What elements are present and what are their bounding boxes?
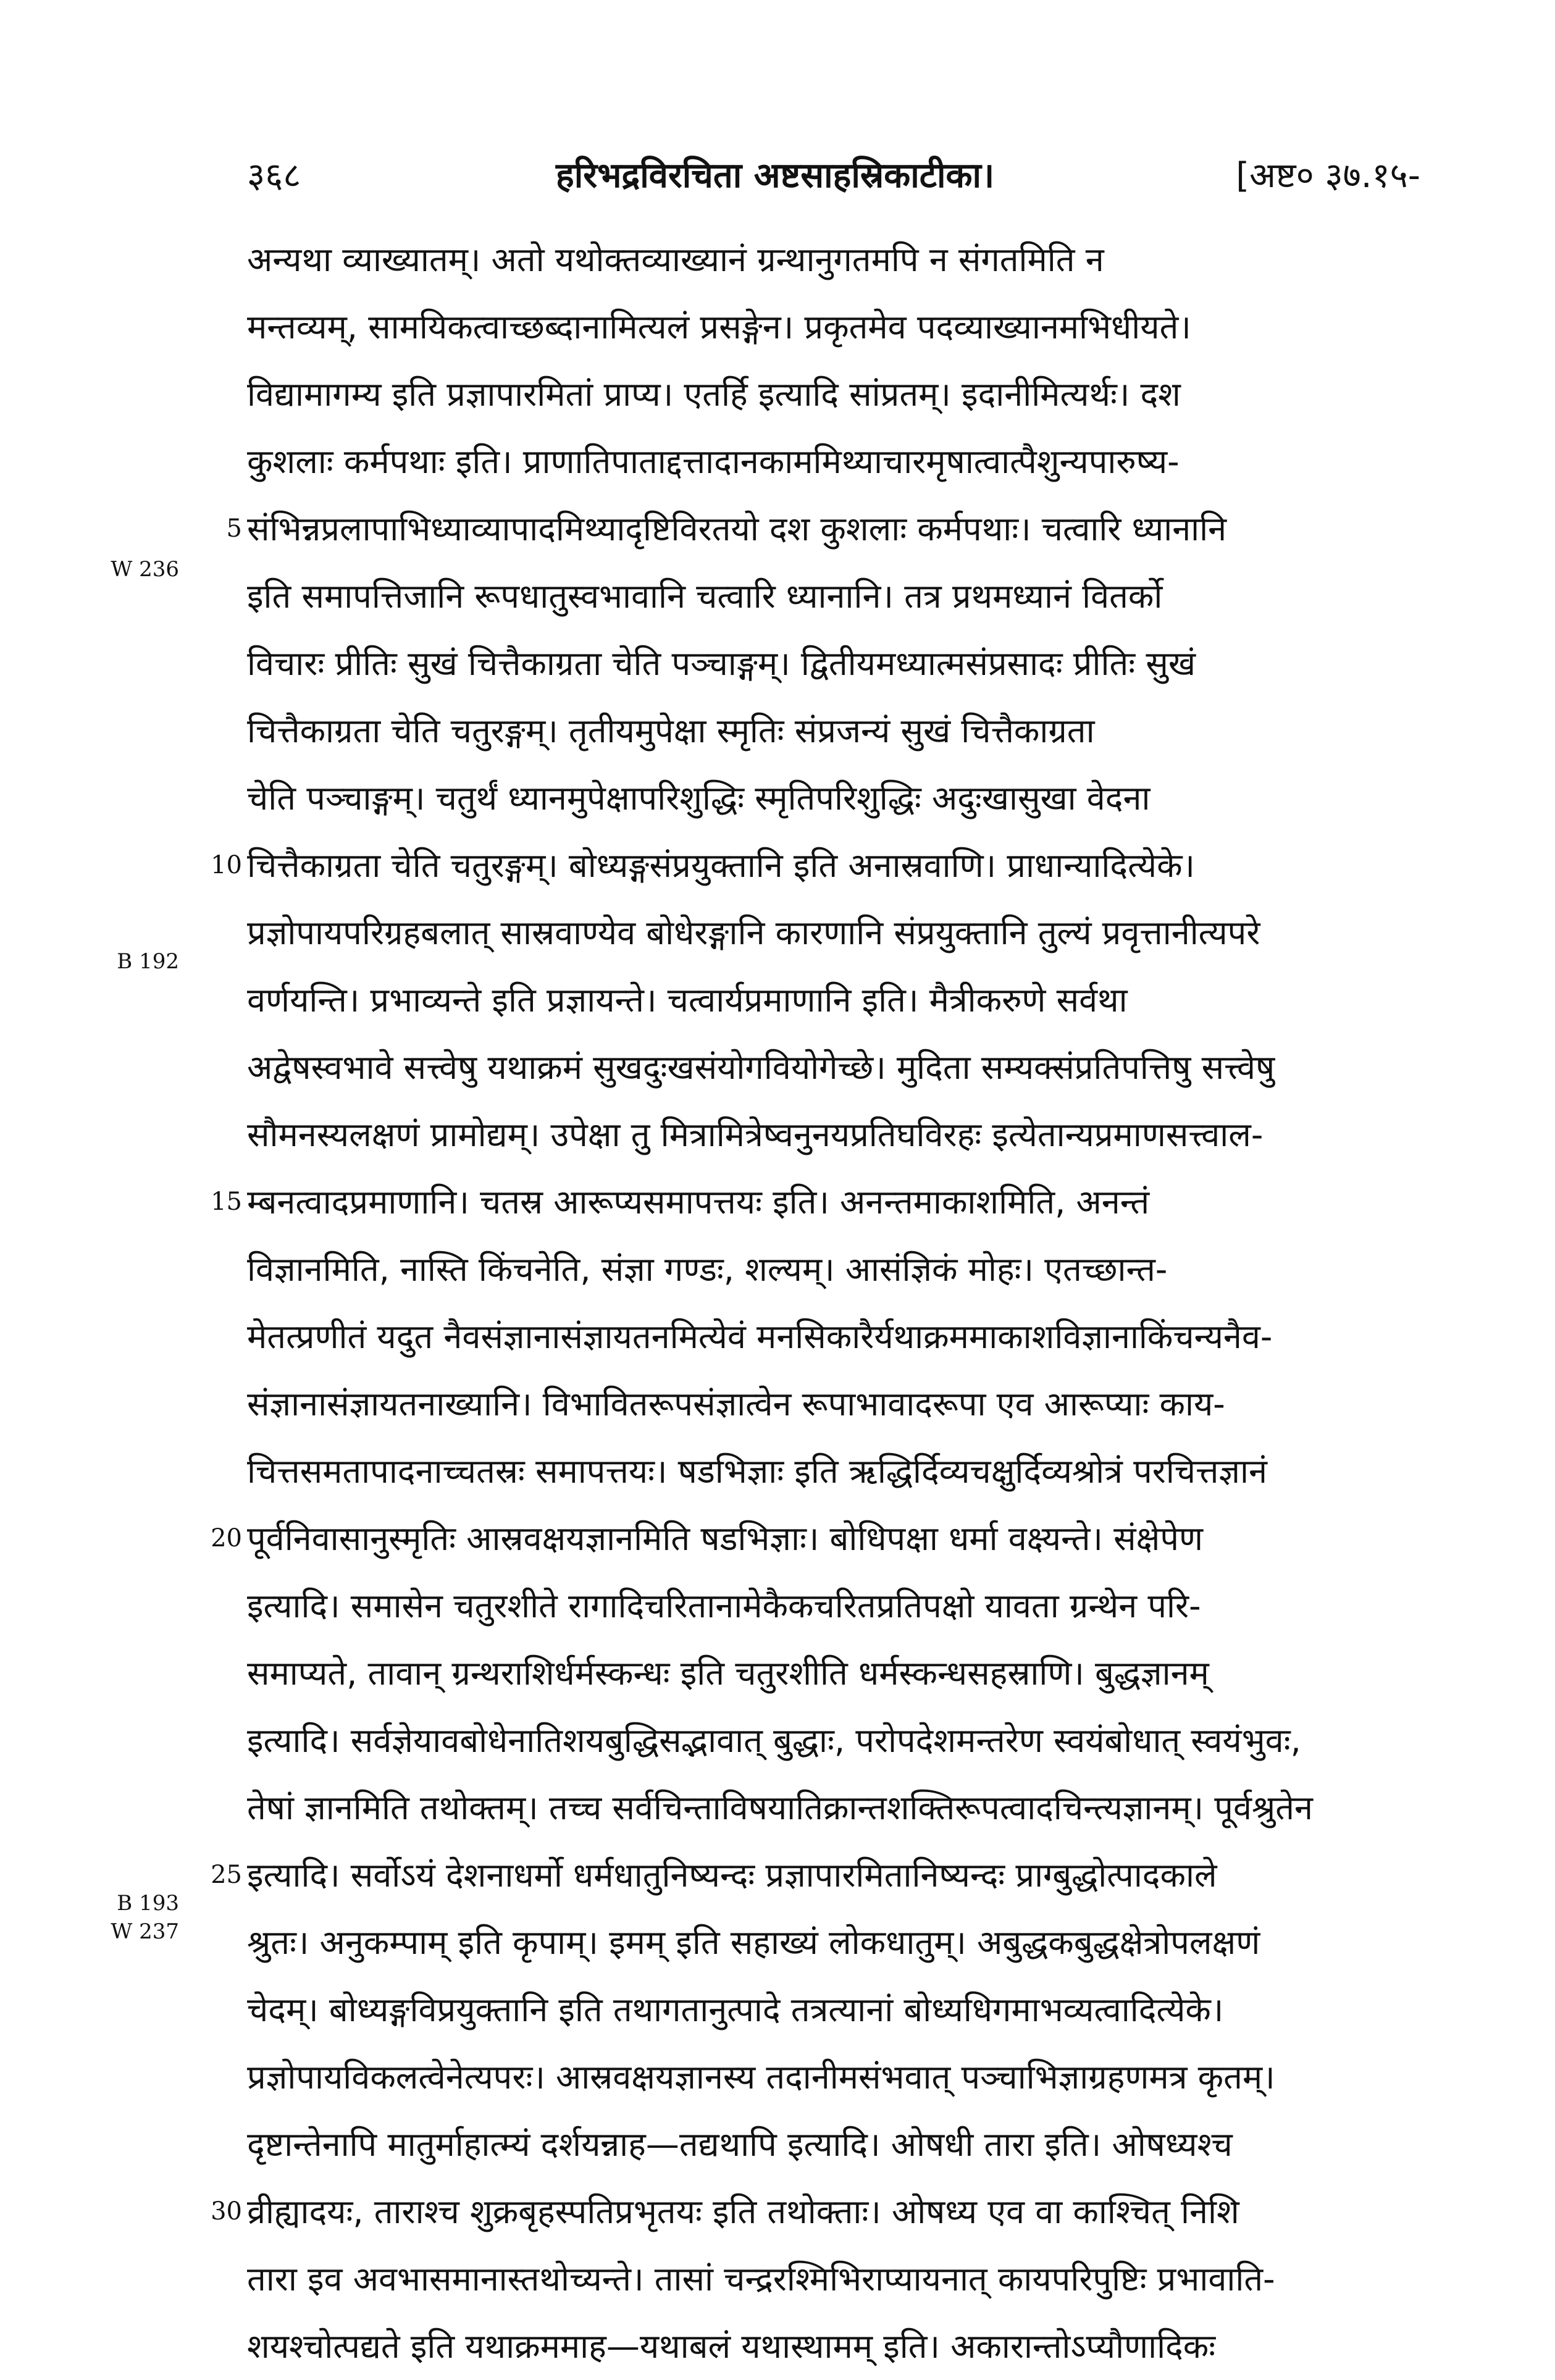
text-line: समाप्यते, तावान् ग्रन्थराशिर्धर्मस्कन्धः इति चतुरशीति धर्मस्कन्धसहस्राणि। बुद्धज्ञानम् xyxy=(247,1654,1209,1693)
text-line: चेदम्। बोध्यङ्गविप्रयुक्तानि इति तथागतानुत्पादे तत्रत्यानां बोध्यधिगमाभव्यत्वादित्येके। xyxy=(247,1990,1224,2029)
text-line: इत्यादि। समासेन चतुरशीते रागादिचरितानामेकैकचरितप्रतिपक्षो यावता ग्रन्थेन परि- xyxy=(247,1586,1201,1625)
text-line: सौमनस्यलक्षणं प्रामोद्यम्। उपेक्षा तु मित्रामित्रेष्वनुनयप्रतिघविरहः इत्येतान्यप्रमाणसत्त्वाल- xyxy=(247,1115,1264,1154)
line-number: 10 xyxy=(211,851,242,879)
text-line: 15 म्बनत्वादप्रमाणानि। चतस्र आरूप्यसमापत्तयः इति। अनन्तमाकाशमिति, अनन्तं xyxy=(0,1168,1555,1236)
text-line: तेषां ज्ञानमिति तथोक्तम्। तच्च सर्वचिन्ताविषयातिक्रान्तशक्तिरूपत्वादचिन्त्यज्ञानम्। पूर्वश्रुतेन xyxy=(247,1788,1313,1827)
margin-note-w236: W 236 xyxy=(111,557,179,582)
text-line: शयश्चोत्पद्यते इति यथाक्रममाह—यथाबलं यथास्थामम् इति। अकारान्तोऽप्यौणादिकः xyxy=(247,2327,1216,2366)
text-line: विज्ञानमिति, नास्ति किंचनेति, संज्ञा गण्डः, शल्यम्। आसंज्ञिकं मोहः। एतच्छान्त- xyxy=(247,1250,1168,1289)
text-line: दृष्टान्तेनापि मातुर्माहात्म्यं दर्शयन्नाह—तद्यथापि इत्यादि। ओषधी तारा इति। ओषध्यश्च xyxy=(247,2125,1233,2164)
text-line: तारा इव अवभासमानास्तथोच्यन्ते। तासां चन्द्ररश्मिभिराप्यायनात् कायपरिपुष्टिः प्रभावाति- xyxy=(247,2260,1275,2298)
line-number: 15 xyxy=(211,1188,242,1216)
text-line: अन्यथा व्याख्यातम्। अतो यथोक्तव्याख्यानं ग्रन्थानुगतमपि न संगतमिति न xyxy=(247,240,1104,279)
text-line: अद्वेषस्वभावे सत्त्वेषु यथाक्रमं सुखदुःखसंयोगवियोगेच्छे। मुदिता सम्यक्संप्रतिपत्तिषु सत्त्वेषु xyxy=(247,1048,1275,1087)
text-line: चित्तैकाग्रता चेति चतुरङ्गम्। तृतीयमुपेक्षा स्मृतिः संप्रजन्यं सुखं चित्तैकाग्रता xyxy=(247,711,1095,750)
text-line: विद्यामागम्य इति प्रज्ञापारमितां प्राप्य। एतर्हि इत्यादि सांप्रतम्। इदानीमित्यर्थः। दश xyxy=(247,375,1181,414)
text-line: प्रज्ञोपायपरिग्रहबलात् सास्रवाण्येव बोधेरङ्गानि कारणानि संप्रयुक्तानि तुल्यं प्रवृत्तानीत्यपरे xyxy=(247,913,1260,952)
text-line: वर्णयन्ति। प्रभाव्यन्ते इति प्रज्ञायन्ते। चत्वार्यप्रमाणानि इति। मैत्रीकरुणे सर्वथा xyxy=(247,981,1128,1020)
body-text xyxy=(0,226,1555,2380)
line-number: 20 xyxy=(211,1524,242,1552)
section-reference: [अष्ट० ३७.१५- xyxy=(1236,156,1420,196)
margin-note-b193: B 193 xyxy=(117,1891,179,1916)
text-line: इत्यादि। सर्वज्ञेयावबोधेनातिशयबुद्धिसद्भावात् बुद्धाः, परोपदेशमन्तरेण स्वयंबोधात् स्वयंभुवः, xyxy=(247,1721,1301,1760)
text-line: विचारः प्रीतिः सुखं चित्तैकाग्रता चेति पञ्चाङ्गम्। द्वितीयमध्यात्मसंप्रसादः प्रीतिः सुखं xyxy=(247,644,1196,683)
text-line: श्रुतः। अनुकम्पाम् इति कृपाम्। इमम् इति सहाख्यं लोकधातुम्। अबुद्धकबुद्धक्षेत्रोपलक्षणं xyxy=(247,1923,1260,1962)
text-line: 20 पूर्वनिवासानुस्मृतिः आस्रवक्षयज्ञानमिति षडभिज्ञाः। बोधिपक्षा धर्मा वक्ष्यन्ते। संक्षेपेण xyxy=(0,1505,1555,1572)
text-line: इति समापत्तिजानि रूपधातुस्वभावानि चत्वारि ध्यानानि। तत्र प्रथमध्यानं वितर्को xyxy=(247,577,1163,616)
text-line: कुशलाः कर्मपथाः इति। प्राणातिपाताद्दत्तादानकाममिथ्याचारमृषात्वात्पैशुन्यपारुष्य- xyxy=(247,442,1180,481)
line-number: 25 xyxy=(211,1861,242,1889)
text-line: 5 संभिन्नप्रलापाभिध्याव्यापादमिथ्यादृष्टिविरतयो दश कुशलाः कर्मपथाः। चत्वारि ध्यानानि xyxy=(0,495,1555,563)
text-line: 30 व्रीह्यादयः, ताराश्च शुक्रबृहस्पतिप्रभृतयः इति तथोक्ताः। ओषध्य एव वा काश्चित् निशि xyxy=(0,2178,1555,2245)
line-number: 30 xyxy=(211,2197,242,2226)
page-header xyxy=(247,142,1420,210)
text-line: 25 इत्यादि। सर्वोऽयं देशनाधर्मो धर्मधातुनिष्यन्दः प्रज्ञापारमितानिष्यन्दः प्राग्बुद्धोत्पादकाले xyxy=(0,1842,1555,1909)
text-line: मेतत्प्रणीतं यदुत नैवसंज्ञानासंज्ञायतनमित्येवं मनसिकारैर्यथाक्रममाकाशविज्ञानाकिंचन्यनैव- xyxy=(247,1317,1273,1356)
running-title: हरिभद्रविरचिता अष्टसाहस्रिकाटीका। xyxy=(556,156,995,196)
text-line: मन्तव्यम्, सामयिकत्वाच्छब्दानामित्यलं प्रसङ्गेन। प्रकृतमेव पदव्याख्यानमभिधीयते। xyxy=(247,308,1191,346)
text-line: प्रज्ञोपायविकलत्वेनेत्यपरः। आस्रवक्षयज्ञानस्य तदानीमसंभवात् पञ्चाभिज्ञाग्रहणमत्र कृतम्। xyxy=(247,2058,1275,2097)
margin-note-b192: B 192 xyxy=(117,949,179,974)
text-line: 10 चित्तैकाग्रता चेति चतुरङ्गम्। बोध्यङ्गसंप्रयुक्तानि इति अनास्रवाणि। प्राधान्यादित्येके। xyxy=(0,832,1555,899)
page-number: ३६८ xyxy=(247,156,301,196)
line-number: 5 xyxy=(226,514,242,543)
text-line: चेति पञ्चाङ्गम्। चतुर्थं ध्यानमुपेक्षापरिशुद्धिः स्मृतिपरिशुद्धिः अदुःखासुखा वेदना xyxy=(247,779,1151,818)
text-line: चित्तसमतापादनाच्चतस्रः समापत्तयः। षडभिज्ञाः इति ऋद्धिर्दिव्यचक्षुर्दिव्यश्रोत्रं परचित्तज्ञानं xyxy=(247,1452,1267,1491)
text-line: संज्ञानासंज्ञायतनाख्यानि। विभावितरूपसंज्ञात्वेन रूपाभावादरूपा एव आरूप्याः काय- xyxy=(247,1385,1225,1423)
margin-note-w237: W 237 xyxy=(111,1919,179,1944)
